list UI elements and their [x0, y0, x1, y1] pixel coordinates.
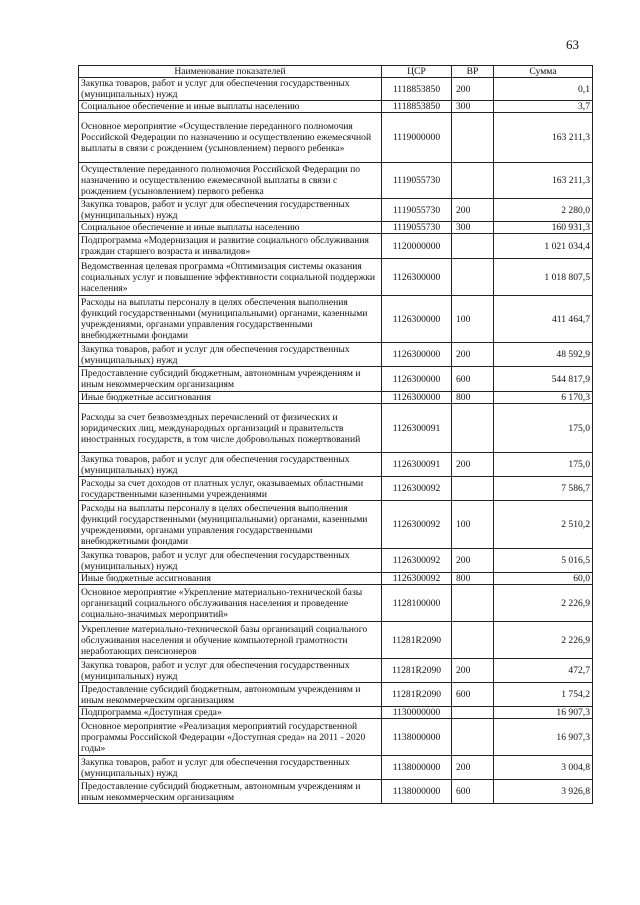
row-csr-cell: 1130000000	[382, 707, 452, 719]
row-sum-cell: 3 004,8	[494, 756, 593, 780]
row-csr-cell: 1126300000	[382, 343, 452, 367]
table-row	[79, 501, 593, 549]
row-sum-cell: 2 226,9	[494, 622, 593, 659]
table-row	[79, 78, 593, 101]
table-header-row	[79, 66, 593, 78]
table-row	[79, 163, 593, 199]
row-name-cell: Основное мероприятие «Реализация мероприятий государственной программы Российской Федерации «Доступная среда» на 2011 - 2020 годы»	[79, 719, 382, 756]
row-name-cell: Расходы за счет безвозмездных перечислений от физических и юридических лиц, международных организаций и правительств иностранных государств, в том числе добровольных пожертвований	[79, 404, 382, 453]
row-sum-cell: 1 754,2	[494, 683, 593, 707]
row-name-cell: Основное мероприятие «Осуществление переданного полномочия Российской Федерации по назначению и осуществлению ежемесячной выплаты в связи с рождением (усыновлением) первого ребенка»	[79, 113, 382, 163]
row-name-cell: Основное мероприятие «Укрепление материально-технической базы организаций социального обслуживания населения и проведение социально-значимых мероприятий»	[79, 585, 382, 622]
row-sum-cell: 60,0	[494, 573, 593, 585]
header-sum: Сумма	[494, 66, 593, 78]
row-csr-cell: 1119055730	[382, 163, 452, 199]
row-sum-cell: 1 021 034,4	[494, 234, 593, 259]
row-name-cell: Закупка товаров, работ и услуг для обеспечения государственных (муниципальных) нужд	[79, 343, 382, 367]
row-name-cell: Предоставление субсидий бюджетным, автономным учреждениям и иным некоммерческим организациям	[79, 683, 382, 707]
row-name-cell: Закупка товаров, работ и услуг для обеспечения государственных (муниципальных) нужд	[79, 659, 382, 683]
row-vr-cell: 100	[452, 501, 494, 549]
row-vr-cell	[452, 719, 494, 756]
row-vr-cell	[452, 163, 494, 199]
row-csr-cell: 1126300091	[382, 453, 452, 477]
row-vr-cell: 300	[452, 222, 494, 234]
table-row	[79, 549, 593, 573]
row-name-cell: Закупка товаров, работ и услуг для обеспечения государственных (муниципальных) нужд	[79, 549, 382, 573]
row-csr-cell: 1119055730	[382, 199, 452, 222]
row-vr-cell: 600	[452, 367, 494, 392]
row-vr-cell: 200	[452, 453, 494, 477]
row-sum-cell: 163 211,3	[494, 163, 593, 199]
row-csr-cell: 1119055730	[382, 222, 452, 234]
table-row	[79, 622, 593, 659]
table-row	[79, 101, 593, 113]
row-csr-cell: 1118853850	[382, 78, 452, 101]
row-csr-cell: 1128100000	[382, 585, 452, 622]
row-csr-cell: 1126300000	[382, 296, 452, 343]
row-name-cell: Социальное обеспечение и иные выплаты населению	[79, 222, 382, 234]
row-sum-cell: 544 817,9	[494, 367, 593, 392]
row-sum-cell: 175,0	[494, 453, 593, 477]
row-vr-cell: 600	[452, 683, 494, 707]
row-sum-cell: 16 907,3	[494, 707, 593, 719]
row-name-cell: Расходы за счет доходов от платных услуг, оказываемых областными государственными казенными учреждениями	[79, 477, 382, 501]
row-vr-cell: 200	[452, 549, 494, 573]
row-csr-cell: 11281R2090	[382, 659, 452, 683]
row-name-cell: Предоставление субсидий бюджетным, автономным учреждениям и иным некоммерческим организациям	[79, 780, 382, 804]
row-csr-cell: 1126300092	[382, 477, 452, 501]
row-csr-cell: 1126300092	[382, 573, 452, 585]
row-vr-cell: 800	[452, 573, 494, 585]
row-csr-cell: 1119000000	[382, 113, 452, 163]
row-sum-cell: 6 170,3	[494, 392, 593, 404]
row-csr-cell: 1126300092	[382, 501, 452, 549]
table-row	[79, 259, 593, 296]
row-vr-cell: 200	[452, 78, 494, 101]
row-name-cell: Закупка товаров, работ и услуг для обеспечения государственных (муниципальных) нужд	[79, 199, 382, 222]
row-sum-cell: 411 464,7	[494, 296, 593, 343]
row-name-cell: Предоставление субсидий бюджетным, автономным учреждениям и иным некоммерческим организациям	[79, 367, 382, 392]
row-sum-cell: 7 586,7	[494, 477, 593, 501]
row-vr-cell	[452, 259, 494, 296]
row-csr-cell: 1126300000	[382, 259, 452, 296]
table-row	[79, 392, 593, 404]
table-row	[79, 453, 593, 477]
row-csr-cell: 1126300000	[382, 392, 452, 404]
row-vr-cell: 200	[452, 659, 494, 683]
row-vr-cell: 300	[452, 101, 494, 113]
row-csr-cell: 1126300091	[382, 404, 452, 453]
table-row	[79, 296, 593, 343]
row-sum-cell: 16 907,3	[494, 719, 593, 756]
table-row	[79, 683, 593, 707]
row-csr-cell: 1120000000	[382, 234, 452, 259]
table-row	[79, 343, 593, 367]
row-name-cell: Закупка товаров, работ и услуг для обеспечения государственных (муниципальных) нужд	[79, 78, 382, 101]
row-sum-cell: 1 018 807,5	[494, 259, 593, 296]
row-name-cell: Социальное обеспечение и иные выплаты населению	[79, 101, 382, 113]
row-vr-cell: 800	[452, 392, 494, 404]
budget-table	[78, 65, 593, 804]
row-vr-cell: 100	[452, 296, 494, 343]
row-name-cell: Иные бюджетные ассигнования	[79, 392, 382, 404]
table-row	[79, 234, 593, 259]
table-row	[79, 707, 593, 719]
table-row	[79, 585, 593, 622]
row-csr-cell: 1118853850	[382, 101, 452, 113]
row-vr-cell	[452, 707, 494, 719]
row-name-cell: Подпрограмма «Модернизация и развитие социального обслуживания граждан старшего возраста и инвалидов»	[79, 234, 382, 259]
row-csr-cell: 1138000000	[382, 756, 452, 780]
row-name-cell: Осуществление переданного полномочия Российской Федерации по назначению и осуществлению ежемесячной выплаты в связи с рождением (усыновлением) первого ребенка	[79, 163, 382, 199]
row-csr-cell: 1138000000	[382, 780, 452, 804]
row-sum-cell: 5 016,5	[494, 549, 593, 573]
row-vr-cell	[452, 404, 494, 453]
row-vr-cell	[452, 477, 494, 501]
row-sum-cell: 2 280,0	[494, 199, 593, 222]
row-vr-cell	[452, 585, 494, 622]
row-sum-cell: 2 510,2	[494, 501, 593, 549]
header-csr: ЦСР	[382, 66, 452, 78]
row-vr-cell: 600	[452, 780, 494, 804]
table-row	[79, 222, 593, 234]
row-sum-cell: 175,0	[494, 404, 593, 453]
row-csr-cell: 11281R2090	[382, 683, 452, 707]
row-vr-cell: 200	[452, 756, 494, 780]
table-row	[79, 477, 593, 501]
row-csr-cell: 1126300000	[382, 367, 452, 392]
table-row	[79, 780, 593, 804]
row-vr-cell: 200	[452, 343, 494, 367]
header-vr: ВР	[452, 66, 494, 78]
row-name-cell: Закупка товаров, работ и услуг для обеспечения государственных (муниципальных) нужд	[79, 756, 382, 780]
page-number: 63	[566, 37, 579, 52]
table-row	[79, 367, 593, 392]
row-sum-cell: 2 226,9	[494, 585, 593, 622]
row-sum-cell: 472,7	[494, 659, 593, 683]
row-name-cell: Иные бюджетные ассигнования	[79, 573, 382, 585]
table-row	[79, 113, 593, 163]
table-row	[79, 756, 593, 780]
row-sum-cell: 3 926,8	[494, 780, 593, 804]
row-name-cell: Подпрограмма «Доступная среда»	[79, 707, 382, 719]
row-name-cell: Расходы на выплаты персоналу в целях обеспечения выполнения функций государственными (муниципальными) органами, казенными учреждениями, органами управления государственными внебюджетными фондами	[79, 501, 382, 549]
row-vr-cell	[452, 113, 494, 163]
row-vr-cell	[452, 234, 494, 259]
table-row	[79, 199, 593, 222]
table-row	[79, 659, 593, 683]
row-csr-cell: 1126300092	[382, 549, 452, 573]
row-name-cell: Укрепление материально-технической базы организаций социального обслуживания населения и обучение компьютерной грамотности неработающих пенсионеров	[79, 622, 382, 659]
row-csr-cell: 1138000000	[382, 719, 452, 756]
row-name-cell: Расходы на выплаты персоналу в целях обеспечения выполнения функций государственными (муниципальными) органами, казенными учреждениями, органами управления государственными внебюджетными фондами	[79, 296, 382, 343]
table-row	[79, 719, 593, 756]
table-row	[79, 573, 593, 585]
row-sum-cell: 0,1	[494, 78, 593, 101]
row-csr-cell: 11281R2090	[382, 622, 452, 659]
row-name-cell: Ведомственная целевая программа «Оптимизация системы оказания социальных услуг и повышение эффективности социальной поддержки населения»	[79, 259, 382, 296]
row-sum-cell: 48 592,9	[494, 343, 593, 367]
header-name: Наименование показателей	[79, 66, 382, 78]
table-row	[79, 404, 593, 453]
row-name-cell: Закупка товаров, работ и услуг для обеспечения государственных (муниципальных) нужд	[79, 453, 382, 477]
row-sum-cell: 163 211,3	[494, 113, 593, 163]
row-sum-cell: 3,7	[494, 101, 593, 113]
row-vr-cell	[452, 622, 494, 659]
row-sum-cell: 160 931,3	[494, 222, 593, 234]
row-vr-cell: 200	[452, 199, 494, 222]
